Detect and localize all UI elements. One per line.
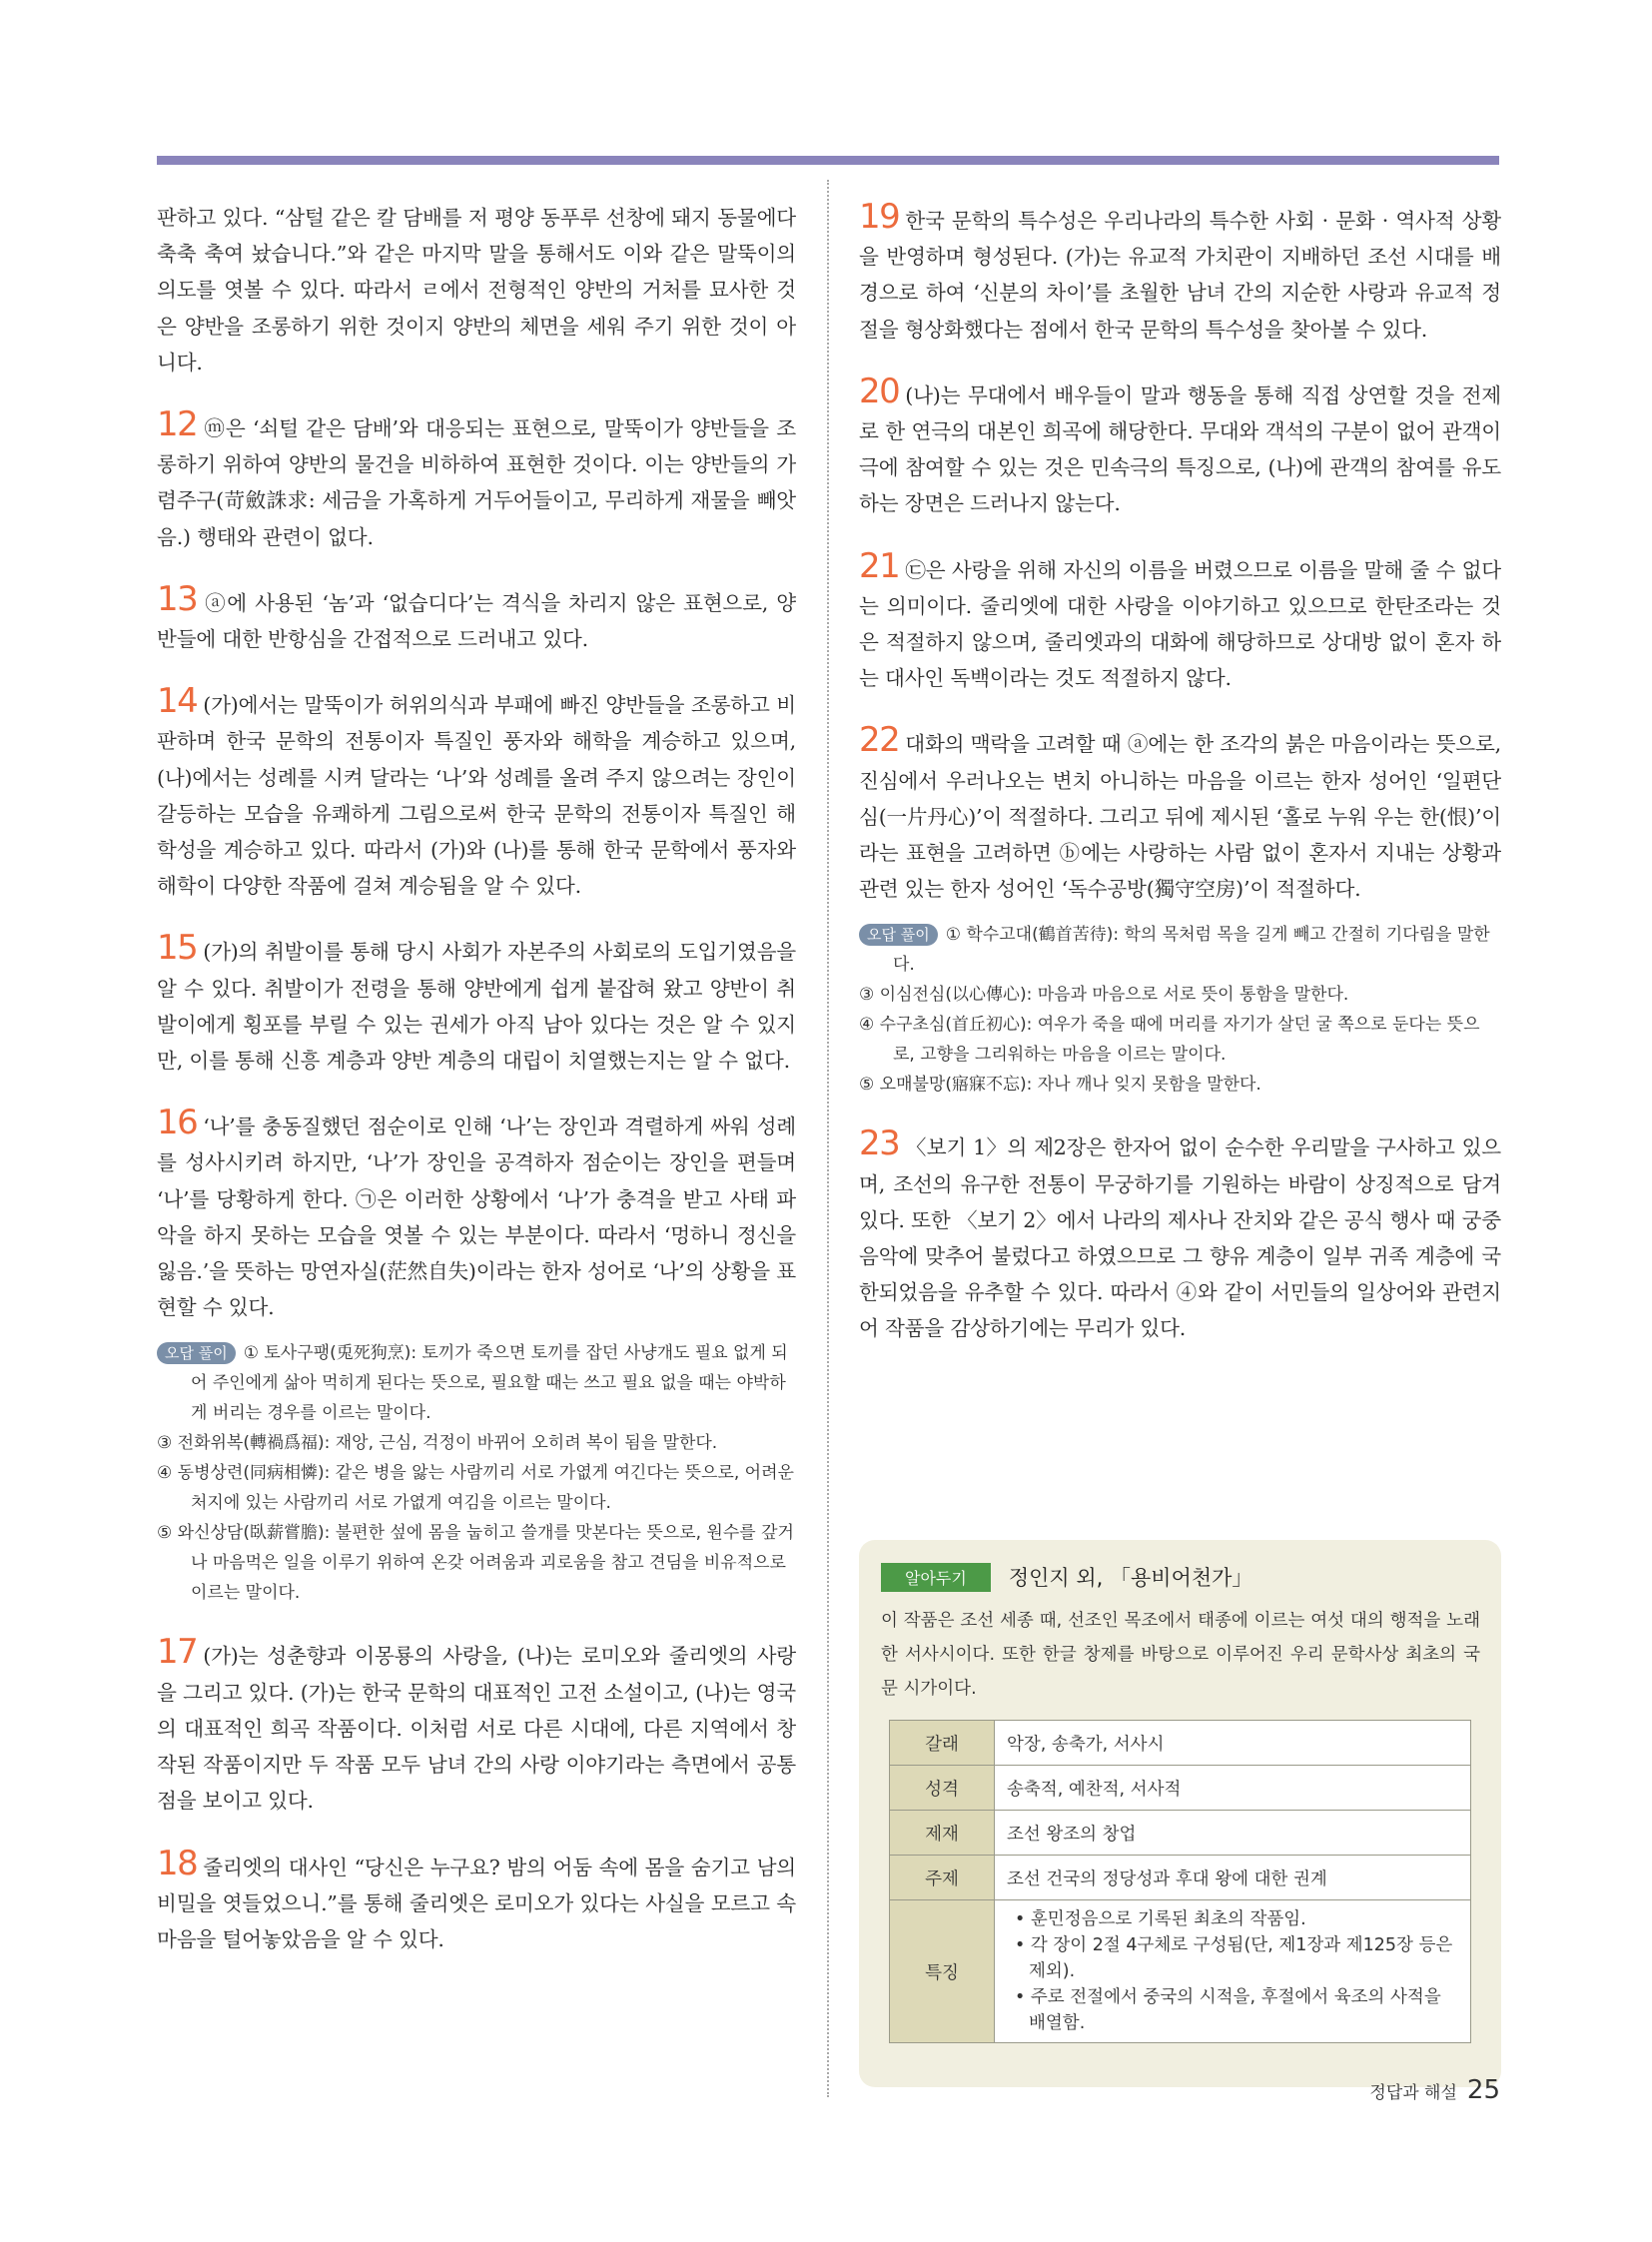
header-rule bbox=[157, 156, 1499, 165]
answer-text: (가)는 성춘향과 이몽룡의 사랑을, (나)는 로미오와 줄리엣의 사랑을 그리고 있다. (가)는 한국 문학의 대표적인 고전 소설이고, (나)는 영국의 대표적인 희곡 작품이다. 이처럼 서로 다른 시대에, 다른 지역에서 창작된 작품이지만 두 작품 모두 남녀 간의 사랑 이야기라는 측면에서 공통점을 보이고 있다. bbox=[157, 1644, 796, 1814]
question-number: 20 bbox=[859, 371, 900, 411]
list-item: • 각 장이 2절 4구체로 구성됨(단, 제1장과 제125장 등은 제외). bbox=[1007, 1932, 1458, 1984]
column-divider bbox=[827, 180, 829, 2097]
table-key: 갈래 bbox=[890, 1721, 995, 1766]
table-row bbox=[890, 1900, 1471, 2043]
footer-label: 정답과 해설 bbox=[1369, 2083, 1457, 2103]
info-table bbox=[889, 1720, 1471, 2043]
page-footer bbox=[1369, 2075, 1500, 2105]
note-item bbox=[157, 1338, 796, 1428]
answer-text: (가)에서는 말뚝이가 허위의식과 부패에 빠진 양반들을 조롱하고 비판하며 한국 문학의 전통이자 특질인 풍자와 해학을 계승하고 있으며, (나)에서는 성례를 시켜 달라는 ‘나’와 성례를 올려 주지 않으려는 장인이 갈등하는 모습을 유쾌하게 그림으로써 한국 문학의 전통이자 특질인 해학성을 계승하고 있다. 따라서 (가)와 (나)를 통해 한국 문학에서 풍자와 해학이 다양한 작품에 걸쳐 계승됨을 알 수 있다. bbox=[157, 693, 796, 899]
info-tag: 알아두기 bbox=[881, 1563, 991, 1592]
wrong-answer-badge: 오답 풀이 bbox=[157, 1342, 236, 1364]
note-text: ① 토사구팽(兎死狗烹): 토끼가 죽으면 토끼를 잡던 사냥개도 필요 없게 되어 주인에게 삶아 먹히게 된다는 뜻으로, 필요할 때는 쓰고 필요 없을 때는 야박하게 버리는 경우를 이르는 말이다. bbox=[191, 1343, 788, 1424]
answer-20 bbox=[859, 371, 1501, 522]
table-value: 악장, 송축가, 서사시 bbox=[995, 1721, 1471, 1766]
question-number: 13 bbox=[157, 578, 198, 619]
question-number: 15 bbox=[157, 928, 198, 969]
answer-21 bbox=[859, 545, 1501, 697]
answer-17 bbox=[157, 1632, 796, 1819]
table-row bbox=[890, 1766, 1471, 1811]
answer-14 bbox=[157, 681, 796, 904]
note-item: ③ 이심전심(以心傳心): 마음과 마음으로 서로 뜻이 통함을 말한다. bbox=[859, 985, 1349, 1006]
answer-text: (가)의 취발이를 통해 당시 사회가 자본주의 사회로의 도입기였음을 알 수 있다. 취발이가 전령을 통해 양반에게 쉽게 붙잡혀 왔고 양반이 취발이에게 횡포를 부릴 수 있는 권세가 아직 남아 있다는 것은 알 수 있지만, 이를 통해 신흥 계층과 양반 계층의 대립이 치열했는지는 알 수 없다. bbox=[157, 940, 796, 1074]
question-number: 21 bbox=[859, 545, 900, 586]
question-number: 14 bbox=[157, 681, 198, 722]
answer-12 bbox=[157, 404, 796, 555]
note-item: ③ 전화위복(轉禍爲福): 재앙, 근심, 걱정이 바뀌어 오히려 복이 됨을 말한다. bbox=[157, 1433, 718, 1454]
note-item: ⑤ 오매불망(寤寐不忘): 자나 깨나 잊지 못함을 말한다. bbox=[859, 1075, 1261, 1096]
info-description: 이 작품은 조선 세종 때, 선조인 목조에서 태종에 이르는 여섯 대의 행적을 노래한 서사시이다. 또한 한글 창제를 바탕으로 이루어진 우리 문학사상 최초의 국문 시가이다. bbox=[881, 1611, 1480, 1699]
table-key: 성격 bbox=[890, 1766, 995, 1811]
info-title: 정인지 외, 「용비어천가」 bbox=[1008, 1566, 1253, 1590]
answer-23 bbox=[859, 1123, 1501, 1346]
answer-continued: 판하고 있다. “삼털 같은 칼 담배를 저 평양 동푸루 선창에 돼지 동물에다 축축 축여 놨습니다.”와 같은 마지막 말을 통해서도 이와 같은 말뚝이의 의도를 엿볼 수 있다. 따라서 ㄹ에서 전형적인 양반의 거처를 묘사한 것은 양반을 조롱하기 위한 것이지 양반의 체면을 세워 주기 위한 것이 아니다. bbox=[157, 206, 796, 374]
info-box bbox=[859, 1540, 1501, 2087]
table-key: 특징 bbox=[890, 1900, 995, 2043]
answer-text: (나)는 무대에서 배우들이 말과 행동을 통해 직접 상연할 것을 전제로 한 연극의 대본인 희곡에 해당한다. 무대와 객석의 구분이 없어 관객이 극에 참여할 수 있는 것은 민속극의 특징으로, (나)에 관객의 참여를 유도하는 장면은 드러나지 않는다. bbox=[859, 382, 1501, 516]
answer-15 bbox=[157, 928, 796, 1079]
question-number: 18 bbox=[157, 1843, 198, 1883]
note-item: ④ 수구초심(首丘初心): 여우가 죽을 때에 머리를 자기가 살던 굴 쪽으로 둔다는 뜻으로, 고향을 그리워하는 마음을 이르는 말이다. bbox=[859, 1015, 1480, 1066]
answer-text: ⓜ은 ‘쇠털 같은 담배’와 대응되는 표현으로, 말뚝이가 양반들을 조롱하기 위하여 양반의 물건을 비하하여 표현한 것이다. 이는 양반들의 가렴주구(苛斂誅求: 세금을 가혹하게 거두어들이고, 무리하게 재물을 빼앗음.) 행태와 관련이 없다. bbox=[157, 416, 796, 549]
feature-list bbox=[1007, 1906, 1458, 2036]
table-row bbox=[890, 1811, 1471, 1856]
note-item: ④ 동병상련(同病相憐): 같은 병을 앓는 사람끼리 서로 가엾게 여긴다는 뜻으로, 어려운 처지에 있는 사람끼리 서로 가엾게 여김을 이르는 말이다. bbox=[157, 1463, 794, 1514]
answer-19 bbox=[859, 197, 1501, 348]
answer-text: ‘나’를 충동질했던 점순이로 인해 ‘나’는 장인과 격렬하게 싸워 성례를 성사시키려 하지만, ‘나’가 장인을 공격하자 점순이는 장인을 편들며 ‘나’를 당황하게 한다. ㉠은 이러한 상황에서 ‘나’가 충격을 받고 사태 파악을 하지 못하는 모습을 엿볼 수 있는 부분이다. 따라서 ‘멍하니 정신을 잃음.’을 뜻하는 망연자실(茫然自失)이라는 한자 성어로 ‘나’의 상황을 표현할 수 있다. bbox=[157, 1115, 796, 1320]
question-number: 17 bbox=[157, 1632, 198, 1673]
table-value: 조선 건국의 정당성과 후대 왕에 대한 권계 bbox=[995, 1856, 1471, 1900]
table-value: 송축적, 예찬적, 서사적 bbox=[995, 1766, 1471, 1811]
note-item: ⑤ 와신상담(臥薪嘗膽): 불편한 섶에 몸을 눕히고 쓸개를 맛본다는 뜻으로, 원수를 갚거나 마음먹은 일을 이루기 위하여 온갖 어려움과 괴로움을 참고 견딤을 비유적으로 이르는 말이다. bbox=[157, 1523, 794, 1604]
wrong-answer-badge: 오답 풀이 bbox=[859, 924, 938, 946]
table-row bbox=[890, 1856, 1471, 1900]
question-number: 22 bbox=[859, 720, 900, 761]
answer-22 bbox=[859, 720, 1501, 907]
left-column bbox=[157, 200, 796, 1984]
list-item: • 주로 전절에서 중국의 시적을, 후절에서 육조의 사적을 배열함. bbox=[1007, 1984, 1458, 2036]
table-key: 주제 bbox=[890, 1856, 995, 1900]
right-column bbox=[859, 197, 1501, 1374]
answer-16 bbox=[157, 1103, 796, 1325]
table-value: 조선 왕조의 창업 bbox=[995, 1811, 1471, 1856]
answer-text: 줄리엣의 대사인 “당신은 누구요? 밤의 어둠 속에 몸을 숨기고 남의 비밀을 엿들었으니.”를 통해 줄리엣은 로미오가 있다는 사실을 모르고 속마음을 털어놓았음을 알 수 있다. bbox=[157, 1855, 796, 1951]
wrong-answer-notes-16 bbox=[157, 1338, 796, 1608]
info-box-header bbox=[881, 1562, 1252, 1592]
question-number: 23 bbox=[859, 1123, 900, 1164]
answer-text: 한국 문학의 특수성은 우리나라의 특수한 사회 · 문화 · 역사적 상황을 반영하며 형성된다. (가)는 유교적 가치관이 지배하던 조선 시대를 배경으로 하여 ‘신분의 차이’를 초월한 남녀 간의 지순한 사랑과 유교적 정절을 형상화했다는 점에서 한국 문학의 특수성을 찾아볼 수 있다. bbox=[859, 209, 1501, 342]
answer-13 bbox=[157, 578, 796, 657]
answer-text: ㉢은 사랑을 위해 자신의 이름을 버렸으므로 이름을 말해 줄 수 없다는 의미이다. 줄리엣에 대한 사랑을 이야기하고 있으므로 한탄조라는 것은 적절하지 않으며, 줄리엣과의 대화에 해당하므로 상대방 없이 혼자 하는 대사인 독백이라는 것도 적절하지 않다. bbox=[859, 557, 1501, 691]
list-item: • 훈민정음으로 기록된 최초의 작품임. bbox=[1007, 1906, 1458, 1932]
question-number: 16 bbox=[157, 1103, 198, 1143]
note-text: ① 학수고대(鶴首苦待): 학의 목처럼 목을 길게 빼고 간절히 기다림을 말한다. bbox=[893, 925, 1490, 976]
table-value bbox=[995, 1900, 1471, 2043]
wrong-answer-notes-22 bbox=[859, 920, 1501, 1100]
answer-18 bbox=[157, 1843, 796, 1958]
table-row bbox=[890, 1721, 1471, 1766]
answer-text: ⓐ에 사용된 ‘놈’과 ‘없습디다’는 격식을 차리지 않은 표현으로, 양반들에 대한 반항심을 간접적으로 드러내고 있다. bbox=[157, 590, 796, 652]
question-number: 12 bbox=[157, 404, 198, 445]
answer-text: 〈보기 1〉의 제2장은 한자어 없이 순수한 우리말을 구사하고 있으며, 조선의 유구한 전통이 무궁하기를 기원하는 바람이 상징적으로 담겨 있다. 또한 〈보기 2〉에서 나라의 제사나 잔치와 같은 공식 행사 때 궁중 음악에 맞추어 불렀다고 하였으므로 그 향유 계층이 일부 귀족 계층에 국한되었음을 유추할 수 있다. 따라서 ④와 같이 서민들의 일상어와 관련지어 작품을 감상하기에는 무리가 있다. bbox=[859, 1135, 1501, 1341]
table-key: 제재 bbox=[890, 1811, 995, 1856]
note-item bbox=[859, 920, 1501, 980]
page-number: 25 bbox=[1466, 2075, 1500, 2105]
answer-text: 대화의 맥락을 고려할 때 ⓐ에는 한 조각의 붉은 마음이라는 뜻으로, 진심에서 우러나오는 변치 아니하는 마음을 이르는 한자 성어인 ‘일편단심(一片丹心)’이 적절하다. 그리고 뒤에 제시된 ‘홀로 누워 우는 한(恨)’이라는 표현을 고려하면 ⓑ에는 사랑하는 사람 없이 혼자서 지내는 상황과 관련 있는 한자 성어인 ‘독수공방(獨守空房)’이 적절하다. bbox=[859, 732, 1501, 902]
question-number: 19 bbox=[859, 197, 900, 237]
